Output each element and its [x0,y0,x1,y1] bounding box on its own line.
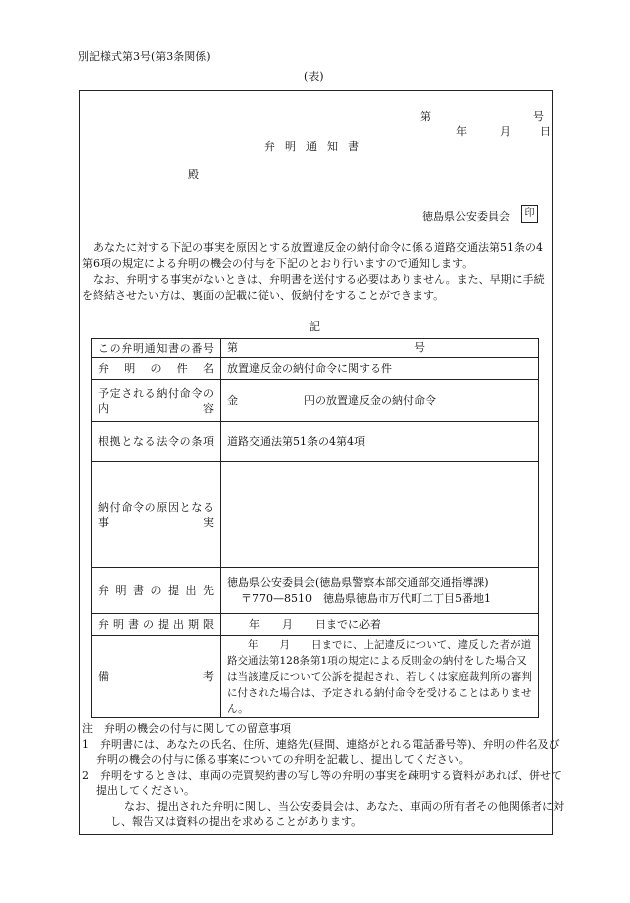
row-label-remarks: 備考 [92,636,221,718]
row-value-legal-basis: 道路交通法第51条の4第4項 [221,422,539,462]
table-row [92,358,539,380]
date-month: 月 [500,125,511,138]
addressee-honorific: 殿 [188,168,199,181]
row-value-deadline: 年 月 日までに必着 [221,614,539,636]
seal-stamp: 印 [521,205,538,223]
table-row [92,614,539,636]
row-value-notice-number: 第 号 [221,339,539,358]
row-value-submission-destination [221,568,539,614]
form-reference: 別記様式第3号(第3条関係) [78,50,211,63]
table-row [92,380,539,422]
row-value-cause-facts [221,462,539,568]
sender-name: 徳島県公安委員会 [422,210,510,223]
row-value-order-content: 金 円の放置違反金の納付命令 [221,380,539,422]
note-item-3: なお、提出された弁明に関し、当公安委員会は、あなた、車両の所有者その他関係者に対し、報告又は資料の提出を求めることがあります。 [110,800,564,828]
table-row [92,568,539,614]
row-value-remarks: 年 月 日までに、上記違反について、違反した者が道路交通法第128条第1項の規定による反則金の納付をした場合又は当該違反について公訴を提起され、若しくは家庭裁判所の審判に付された場合は、予定される納付命令を受けることはありません。 [221,636,539,718]
row-label-legal-basis: 根拠となる法令の条項 [92,422,221,462]
notice-paragraph-2: なお、弁明する事実がないときは、弁明書を送付する必要はありません。また、早期に手続を終結させたい方は、裏面の記載に従い、仮納付をすることができます。 [82,273,545,302]
number-suffix: 号 [533,110,544,123]
side-label: (表) [304,70,324,83]
notice-paragraph-1: あなたに対する下記の事実を原因とする放置違反金の納付命令に係る道路交通法第51条の4第6項の規定による弁明の機会の付与を下記のとおり行いますので通知します。 [82,241,543,270]
row-label-order-content: 予定される納付命令の内容 [92,380,221,422]
ki-heading: 記 [309,320,320,333]
date-year: 年 [456,125,467,138]
table-row [92,422,539,462]
row-value-subject: 放置違反金の納付命令に関する件 [221,358,539,380]
note-item-1: 1 弁明書には、あなたの氏名、住所、連絡先(昼間、連絡がとれる電話番号等)、弁明の件名及び弁明の機会の付与に係る事案についての弁明を記載し、提出してください。 [82,738,560,766]
date-day: 日 [540,125,551,138]
note-item-2: 2 弁明をするときは、車両の売買契約書の写し等の弁明の事実を疎明する資料があれば、併せて提出してください。 [82,769,562,797]
document-title: 弁明通知書 [264,140,369,153]
table-row [92,339,539,358]
row-label-cause-facts: 納付命令の原因となる事実 [92,462,221,568]
destination-office: 徳島県公安委員会(徳島県警察本部交通部交通指導課) [227,575,489,589]
row-label-submission-destination: 弁明書の提出先 [92,568,221,614]
details-table [91,338,539,718]
number-prefix: 第 [420,110,431,123]
notes-heading: 注 弁明の機会の付与に関しての留意事項 [82,722,291,735]
row-label-notice-number: この弁明通知書の番号 [92,339,221,358]
table-row [92,636,539,718]
destination-address: 〒770—8510 徳島県徳島市万代町二丁目5番地1 [241,591,491,605]
row-label-subject: 弁明の件名 [92,358,221,380]
table-row [92,462,539,568]
row-label-deadline: 弁明書の提出期限 [92,614,221,636]
